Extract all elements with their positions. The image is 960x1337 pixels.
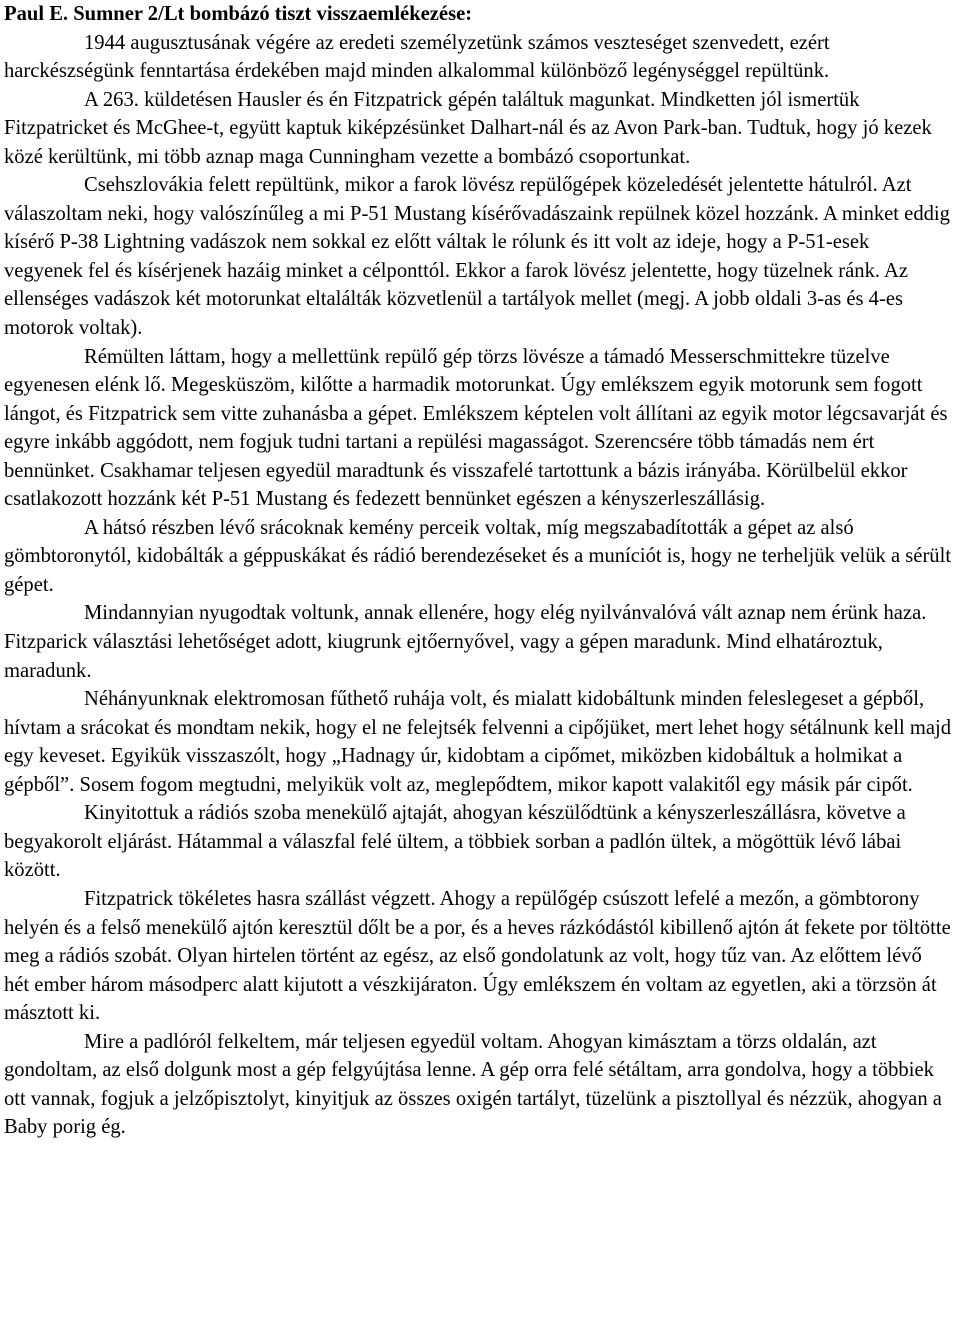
paragraph-2: A 263. küldetésen Hausler és én Fitzpatrick gépén találtuk magunkat. Mindketten jól ismertük Fitzpatricket és McGhee-t, együtt kaptuk kiképzésünket Dalhart-nál és az Avon Park-ban. Tudtuk, hogy jó kezek közé kerültünk, mi több aznap maga Cunningham vezette a bombázó csoportunkat. — [4, 88, 932, 168]
paragraph-5: A hátsó részben lévő srácoknak kemény perceik voltak, míg megszabadították a gépet az alsó gömbtoronytól, kidobálták a géppuskákat és rádió berendezéseket és a muníciót is, hogy ne terheljük velük a sérült gépet. — [4, 516, 952, 596]
paragraph-7: Néhányunknak elektromosan fűthető ruhája volt, és mialatt kidobáltunk minden feleslegeset a gépből, hívtam a srácokat és mondtam nekik, hogy el ne felejtsék felvenni a cipőjüket, mert lehet hogy sétálnunk kell majd egy keveset. Egyikük visszaszólt, hogy „Hadnagy úr, kidobtam a cipőmet, miközben kidobáltuk a holmikat a gépből”. Sosem fogom megtudni, melyikük volt az, meglepődtem, mikor kapott valakitől egy másik pár cipőt. — [4, 688, 952, 796]
paragraph-10: Mire a padlóról felkeltem, már teljesen egyedül voltam. Ahogyan kimásztam a törzs oldalán, azt gondoltam, az első dolgunk most a gép felgyújtása lenne. A gép orra felé sétáltam, arra gondolva, hogy a többiek ott vannak, fogjuk a jelzőpisztolyt, kinyitjuk az összes oxigén tartályt, tüzelünk a pisztollyal és nézzük, ahogyan a Baby porig ég. — [4, 1030, 942, 1139]
paragraph-8: Kinyitottuk a rádiós szoba menekülő ajtaját, ahogyan készülődtünk a kényszerleszállásra, követve a begyakorolt eljárást. Hátammal a válaszfal felé ültem, a többiek sorban a padlón ültek, a mögöttük lévő lábai között. — [4, 802, 906, 882]
paragraph-4: Rémülten láttam, hogy a mellettünk repülő gép törzs lövésze a támadó Messerschmittekre tüzelve egyenesen elénk lő. Megesküszöm, kilőtte a harmadik motorunkat. Úgy emlékszem egyik motorunk sem fogott lángot, és Fitzpatrick sem vitte zuhanásba a gépet. Emlékszem képtelen volt állítani az egyik motor légcsavarját és egyre inkább aggódott, nem fogjuk tudni tartani a repülési magasságot. Szerencsére több támadás nem ért bennünket. Csakhamar teljesen egyedül maradtunk és visszafelé tartottunk a bázis irányába. Körülbelül ekkor csatlakozott hozzánk két P-51 Mustang és fedezett bennünket egészen a kényszerleszállásig. — [4, 345, 948, 511]
paragraph-9: Fitzpatrick tökéletes hasra szállást végzett. Ahogy a repülőgép csúszott lefelé a mezőn, a gömbtorony helyén és a felső menekülő ajtón keresztül dőlt be a por, és a heves rázkódástól kibillenő ajtón át fekete por töltötte meg a rádiós szobát. Olyan hirtelen történt az egész, az első gondolatunk az volt, hogy tűz van. Az előttem lévő hét ember három másodperc alatt kijutott a vészkijáraton. Úgy emlékszem én voltam az egyetlen, aki a törzsön át másztott ki. — [4, 887, 951, 1025]
document-title: Paul E. Sumner 2/Lt bombázó tiszt visszaemlékezése: — [4, 3, 473, 25]
paragraph-1: 1944 augusztusának végére az eredeti személyzetünk számos veszteséget szenvedett, ezért harckészségünk fenntartása érdekében majd minden alkalommal különböző legénységgel repültünk. — [4, 31, 830, 83]
paragraph-3: Csehszlovákia felett repültünk, mikor a farok lövész repülőgépek közeledését jelentette hátulról. Azt válaszoltam neki, hogy valószínűleg a mi P-51 Mustang kísérővadászaink repülnek közel hozzánk. A minket eddig kísérő P-38 Lightning vadászok nem sokkal ez előtt váltak le rólunk és itt volt az ideje, hogy a P-51-esek vegyenek fel és kísérjenek hazáig minket a célponttól. Ekkor a farok lövész jelentette, hogy tüzelnek ránk. Az ellenséges vadászok két motorunkat eltalálták közvetlenül a tartályok mellet (megj. A jobb oldali 3-as és 4-es motorok voltak). — [4, 174, 950, 340]
paragraph-6: Mindannyian nyugodtak voltunk, annak ellenére, hogy elég nyilvánvalóvá vált aznap nem érünk haza. Fitzparick választási lehetőséget adott, kiugrunk ejtőernyővel, vagy a gépen maradunk. Mind elhatároztuk, maradunk. — [4, 602, 927, 682]
